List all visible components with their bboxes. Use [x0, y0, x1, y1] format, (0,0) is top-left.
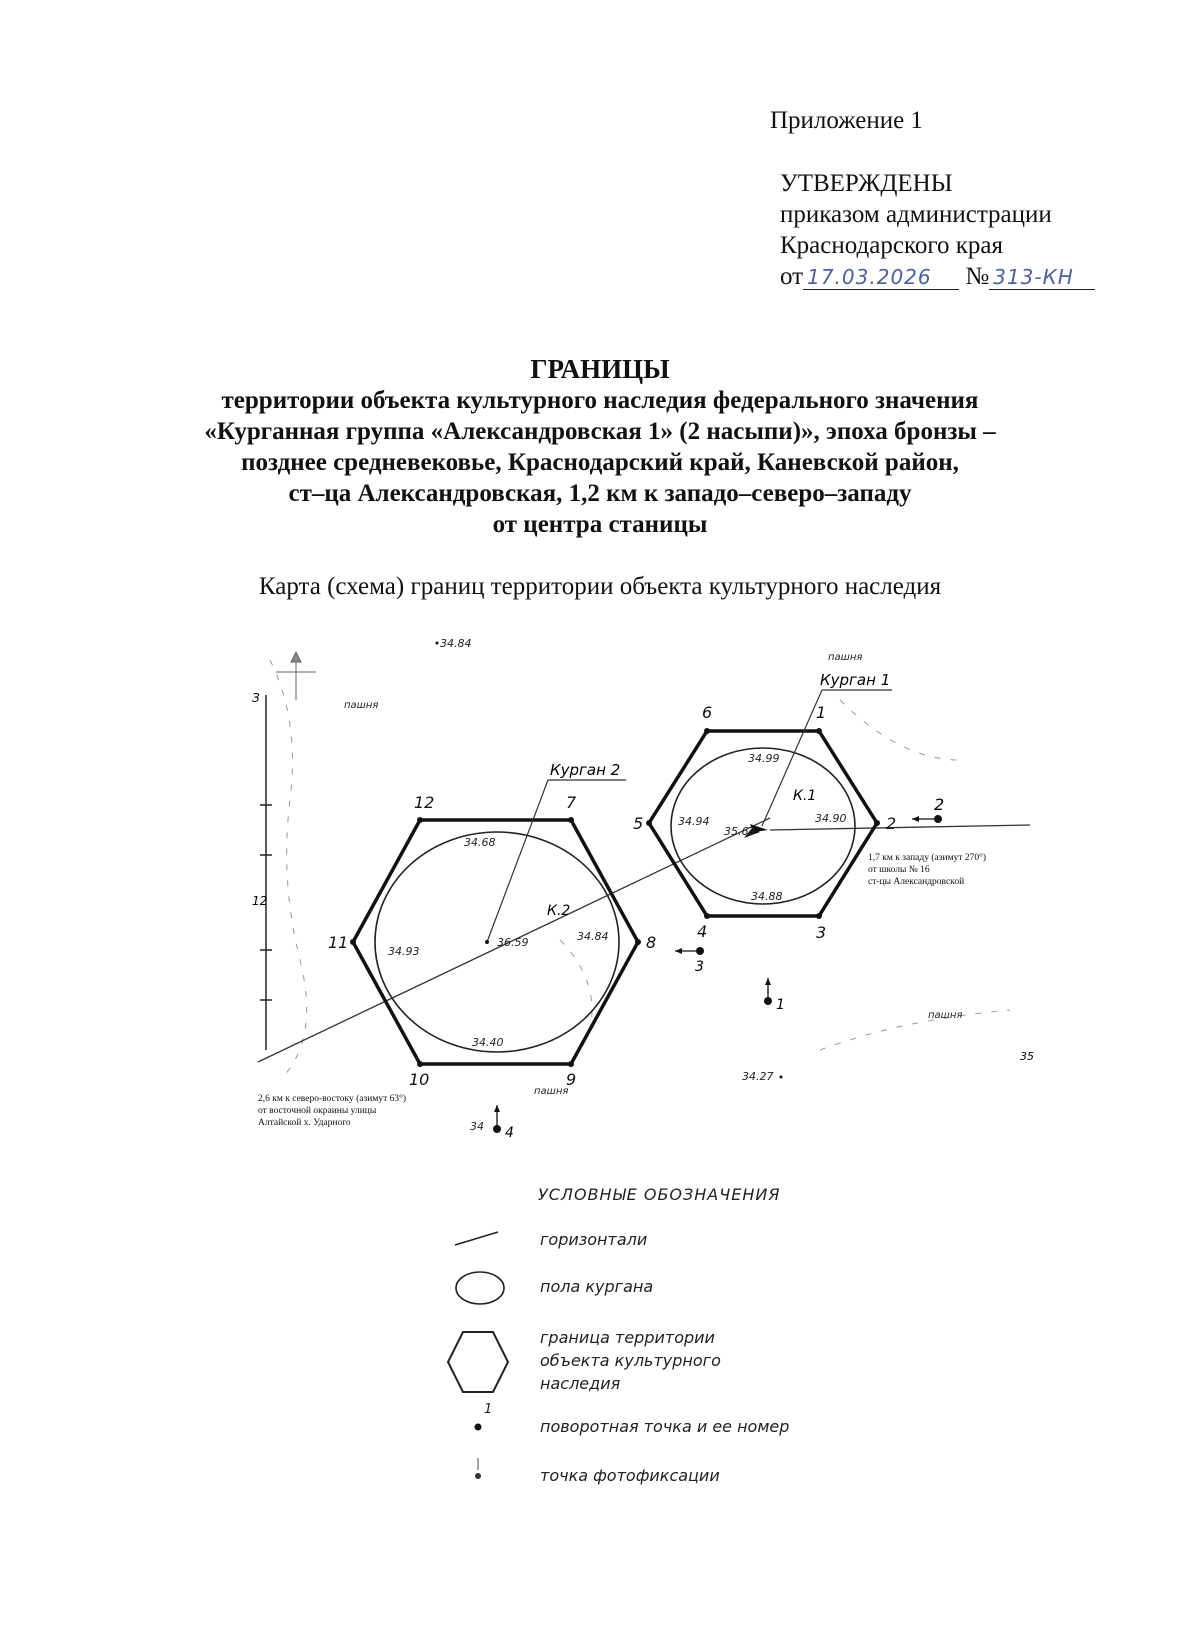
legend-contour-symbol — [455, 1232, 498, 1245]
approved-line-2: Краснодарского края — [780, 232, 1003, 259]
photo-point-dot — [764, 997, 772, 1005]
elevation-k2-south: 34.40 — [472, 1036, 504, 1049]
field-label-south: пашня — [534, 1086, 569, 1097]
corner-label: 35 — [1020, 1050, 1034, 1063]
approved-line-1: приказом администрации — [780, 201, 1052, 228]
vertex-label-7: 7 — [566, 793, 577, 812]
vertex-label-10: 10 — [409, 1070, 430, 1089]
photo-point-label: 2 — [934, 795, 945, 814]
elevation-marks — [388, 637, 847, 1133]
title-main: ГРАНИЦЫ — [530, 354, 670, 384]
photo-point-label: 1 — [776, 997, 785, 1013]
elevation-k1-west: 34.94 — [678, 815, 710, 828]
legend-turn-point-number: 1 — [484, 1402, 493, 1417]
vertex-point — [816, 913, 822, 919]
elevation-k1-east: 34.90 — [815, 812, 847, 825]
photo-point-3 — [675, 947, 704, 975]
photo-point-arrowhead — [494, 1105, 500, 1112]
photo-point-2 — [912, 795, 944, 823]
k1-label: К.1 — [793, 788, 817, 804]
vertex-point — [568, 1061, 574, 1067]
title-line-3: позднее средневековье, Краснодарский край, Каневской район, — [241, 449, 959, 476]
elevation-k1-north: 34.99 — [748, 752, 780, 765]
title-line-1: территории объекта культурного наследия федерального значения — [221, 387, 979, 414]
axis-line-east — [770, 825, 1030, 830]
photo-point-dot — [696, 947, 704, 955]
legend-turn-point-text: поворотная точка и ее номер — [540, 1417, 790, 1436]
scale-label: 12 — [252, 894, 268, 908]
elevation-k1-center: 35.63 — [724, 825, 756, 838]
legend-photo-point-text: точка фотофиксации — [540, 1466, 720, 1485]
vertex-point — [704, 913, 710, 919]
photo-point-label: 4 — [505, 1125, 514, 1141]
legend-boundary-symbol — [448, 1332, 508, 1392]
elevation-top: 34.84 — [440, 637, 472, 650]
vertex-label-8: 8 — [646, 933, 657, 952]
north-arrow — [276, 652, 316, 700]
reference-west-line-3: Алтайской х. Ударного — [258, 1118, 351, 1128]
photo-point-4 — [493, 1105, 514, 1141]
vertex-label-9: 9 — [566, 1070, 577, 1089]
reference-west — [258, 1093, 406, 1128]
reference-west-line-2: от восточной окраины улицы — [258, 1106, 377, 1116]
handwritten-date: 17.03.2026 — [803, 265, 959, 290]
photo-point-arrowhead — [765, 978, 771, 985]
reference-west-line-1: 2,6 км к северо-востоку (азимут 63°) — [258, 1094, 407, 1104]
elevation-k2-center: 36.59 — [497, 936, 529, 949]
legend-contour-text: горизонтали — [540, 1230, 648, 1249]
elevation-dots — [436, 642, 783, 1079]
vertex-label-11: 11 — [328, 933, 349, 952]
vertex-label-1: 1 — [816, 703, 827, 722]
vertex-point — [704, 728, 710, 734]
vertex-point — [635, 939, 641, 945]
vertex-point — [646, 820, 652, 826]
photo-point-dot — [934, 815, 942, 823]
legend-mound-symbol — [456, 1272, 504, 1304]
photo-point-arrowhead — [912, 816, 919, 822]
title-line-2: «Курганная группа «Александровская 1» (2 насыпи)», эпоха бронзы – — [204, 418, 996, 445]
elevation-dot — [485, 940, 489, 944]
handwritten-number: 313-КН — [989, 265, 1095, 290]
approved-title: УТВЕРЖДЕНЫ — [780, 170, 953, 197]
legend-title: УСЛОВНЫЕ ОБОЗНАЧЕНИЯ — [538, 1185, 781, 1204]
north-arrow-head — [291, 652, 301, 662]
elevation-bottom-right: 34.27 — [742, 1070, 774, 1083]
vertex-label-2: 2 — [886, 814, 897, 833]
vertex-label-6: 6 — [702, 703, 713, 722]
vertex-point — [874, 820, 880, 826]
title-line-4: ст–ца Александровская, 1,2 км к западо–северо–западу — [288, 480, 912, 507]
kurgan2-leader — [487, 780, 548, 942]
title-line-5: от центра станицы — [492, 511, 708, 538]
contour-line — [840, 700, 960, 760]
elevation-k2-west: 34.93 — [388, 945, 420, 958]
number-prefix: № — [965, 263, 990, 290]
vertex-point — [417, 1061, 423, 1067]
vertex-label-5: 5 — [633, 814, 644, 833]
reference-east — [868, 852, 986, 887]
field-label-east: пашня — [928, 1010, 963, 1021]
vertex-label-3: 3 — [816, 923, 827, 942]
legend-photo-point-symbol — [475, 1473, 481, 1479]
kurgan2-label: Курган 2 — [550, 761, 621, 779]
contour-line — [820, 1010, 1010, 1050]
legend-boundary-line-3: наследия — [540, 1374, 621, 1393]
scale-bar — [260, 695, 272, 1050]
elevation-k2-east: 34.84 — [577, 930, 609, 943]
reference-east-line-1: 1,7 км к западу (азимут 270°) — [868, 853, 987, 863]
legend — [448, 1185, 789, 1485]
legend-mound-text: пола кургана — [540, 1277, 654, 1296]
reference-east-line-2: от школы № 16 — [868, 865, 930, 875]
elevation-bottom-left: 34 — [470, 1120, 484, 1133]
photo-point-arrowhead — [675, 948, 682, 954]
vertex-point — [350, 939, 356, 945]
date-prefix: от — [780, 263, 804, 290]
elevation-dot — [436, 642, 439, 645]
contour-line — [270, 660, 307, 1080]
legend-boundary-line-2: объекта культурного — [540, 1351, 721, 1370]
field-label-north: пашня — [828, 652, 863, 663]
vertex-label-12: 12 — [414, 793, 435, 812]
field-label-west: пашня — [344, 700, 379, 711]
photo-point-1 — [764, 978, 785, 1013]
appendix-label: Приложение 1 — [770, 107, 923, 134]
vertex-label-4: 4 — [697, 922, 708, 941]
kurgan1-label: Курган 1 — [820, 671, 891, 689]
north-label: З — [252, 691, 260, 705]
elevation-k1-south: 34.88 — [751, 890, 783, 903]
vertex-point — [568, 817, 574, 823]
legend-boundary-line-1: граница территории — [540, 1328, 715, 1347]
photo-point-dot — [493, 1125, 501, 1133]
elevation-dot — [780, 1076, 783, 1079]
legend-turn-point-symbol — [475, 1424, 482, 1431]
map-subtitle: Карта (схема) границ территории объекта культурного наследия — [258, 573, 942, 600]
elevation-k2-north: 34.68 — [464, 836, 496, 849]
k2-label: К.2 — [547, 903, 571, 919]
photo-point-label: 3 — [695, 959, 704, 975]
vertex-point — [417, 817, 423, 823]
vertex-point — [816, 728, 822, 734]
reference-east-line-3: ст-цы Александровской — [868, 877, 965, 887]
